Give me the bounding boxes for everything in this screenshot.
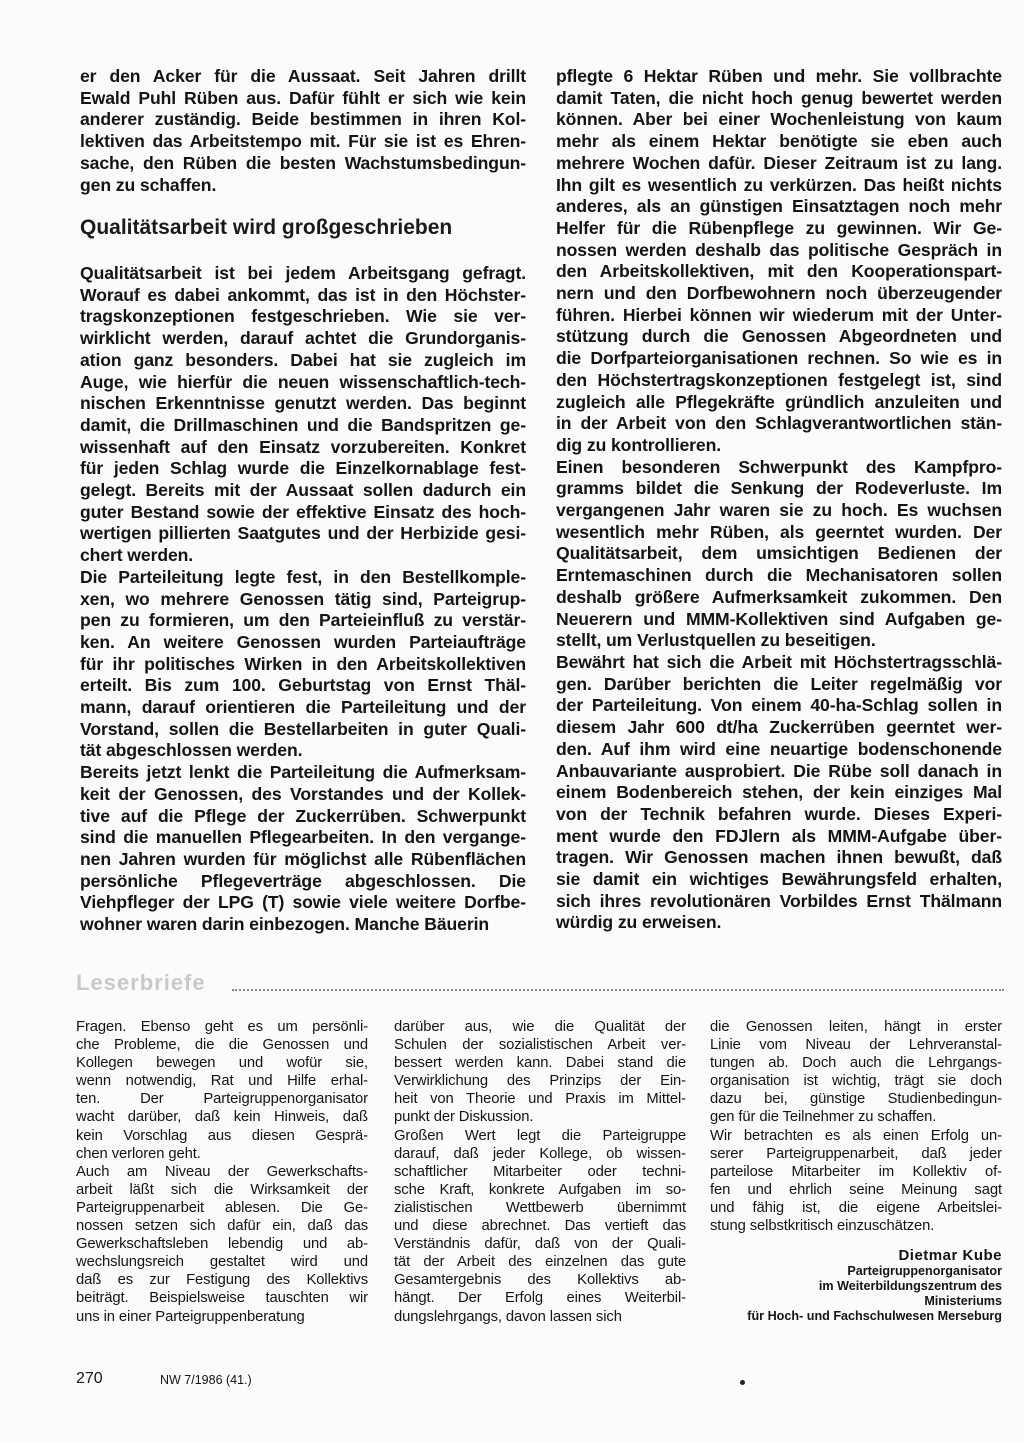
text-line: den Arbeitskollektiven, mit den Kooperationspart- xyxy=(556,261,1002,282)
text-line: Ewald Puhl Rüben aus. Dafür fühlt er sich wie kein xyxy=(80,87,526,108)
text-line: tive auf die Pflege der Zuckerrüben. Schwerpunkt xyxy=(80,805,526,826)
text-line: ten. Der Parteigruppenorganisator xyxy=(76,1091,368,1108)
text-line: wirklicht werden, darauf achtet die Grundorganis- xyxy=(80,328,526,349)
text-line: damit Taten, die nicht hoch genug bewertet werden xyxy=(556,87,1002,108)
lower-column-3 xyxy=(710,1018,1002,1324)
text-line: Wir betrachten es als einen Erfolg un- xyxy=(710,1127,1002,1144)
text-line: sache, den Rüben die besten Wachstumsbedingun- xyxy=(80,152,526,173)
text-line: gen zu schaffen. xyxy=(80,174,217,195)
section-label: Leserbriefe xyxy=(76,970,206,995)
text-line: wertigen pillierten Saatgutes und der Herbizide gesi- xyxy=(80,523,526,544)
text-line: che Probleme, die die Genossen und xyxy=(76,1037,368,1054)
text-line: gen. Darüber berichten die Leiter regelmäßig vor xyxy=(556,673,1002,694)
text-line: uns in einer Parteigruppenberatung xyxy=(76,1308,305,1325)
text-line: nossen werden deshalb das politische Gespräch in xyxy=(556,239,1002,260)
text-line: pen zu formieren, um den Parteieinfluß zu verstär- xyxy=(80,610,526,631)
text-line: Neuerern und MMM-Kollektiven sind Aufgaben ge- xyxy=(556,608,1002,629)
text-line: gelegt. Bereits mit der Aussaat sollen dadurch ein xyxy=(80,480,526,501)
author-name: Dietmar Kube xyxy=(898,1247,1002,1265)
text-line: darauf, daß jeder Kollege, ob wissen- xyxy=(394,1145,686,1162)
lower-column-2 xyxy=(394,1018,686,1326)
text-line: anderes, als an günstigen Einsatztagen noch mehr xyxy=(556,196,1002,217)
text-line: mehr als einem Hektar benötigte sie eben auch xyxy=(556,131,1002,152)
text-line: chert werden. xyxy=(80,545,194,566)
page-number: 270 xyxy=(76,1370,103,1387)
text-line: serer Parteigruppenarbeit, daß jeder xyxy=(710,1145,1002,1162)
text-line: darüber aus, wie die Qualität der xyxy=(394,1019,686,1035)
lower-column-1-text xyxy=(76,1018,368,1326)
text-line: sche Kraft, konkrete Aufgaben im so- xyxy=(394,1181,686,1198)
text-line: für jeden Schlag wurde die Einzelkornablage fest- xyxy=(80,458,526,479)
text-line: für ihr politisches Wirken in den Arbeitskollektiven xyxy=(80,653,526,674)
text-line: gen für die Teilnehmer zu schaffen. xyxy=(710,1109,937,1126)
author-role-line: für Hoch- und Fachschulwesen Merseburg xyxy=(747,1309,1002,1324)
text-line: mehrere Wochen dafür. Dieser Zeitraum ist zu lang. xyxy=(556,152,1002,173)
upper-left-top-text xyxy=(80,66,526,196)
text-line: dig zu kontrollieren. xyxy=(556,434,722,455)
text-line: Schulen der sozialistischen Arbeit ver- xyxy=(394,1037,686,1054)
text-line: gramms bildet die Senkung der Rodeverluste. Im xyxy=(556,478,1002,499)
section-divider xyxy=(232,989,1004,991)
text-line: würdig zu erweisen. xyxy=(556,912,722,933)
text-line: wechslungsreich gestaltet wird und xyxy=(76,1254,368,1271)
text-line: Einen besonderen Schwerpunkt des Kampfpro- xyxy=(556,456,1002,477)
text-line: Gesamtergebnis des Kollektivs ab- xyxy=(394,1272,686,1289)
text-line: arbeit läßt sich die Wirksamkeit der xyxy=(76,1181,368,1198)
text-line: in der Arbeit von den Schlagverantwortlichen stän- xyxy=(556,413,1002,434)
text-line: wesentlich mehr Rüben, als geerntet wurden. Der xyxy=(556,521,1002,542)
text-line: keit der Genossen, des Vorstandes und der Kollek- xyxy=(80,783,526,804)
lower-column-1 xyxy=(76,1018,368,1326)
text-line: lektiven das Arbeitstempo mit. Für sie ist es Ehren- xyxy=(80,131,526,152)
text-line: den Höchstertragskonzeptionen festgelegt ist, sind xyxy=(556,369,1002,390)
text-line: damit, die Drillmaschinen und die Bandspritzen ge- xyxy=(80,414,526,435)
upper-right-text xyxy=(556,66,1002,934)
text-line: den. Auf ihm wird eine neuartige bodenschonende xyxy=(556,738,1002,759)
upper-right-column xyxy=(556,66,1002,934)
text-line: zugleich alle Pflegekräfte gründlich anzuleiten und xyxy=(556,391,1002,412)
text-line: ment wurde den FDJlern als MMM-Aufgabe über- xyxy=(556,825,1002,846)
text-line: Viehpfleger der LPG (T) sowie viele weitere Dorfbe- xyxy=(80,892,526,913)
author-role-line: Parteigruppenorganisator xyxy=(847,1264,1002,1279)
text-line: Verwirklichung des Prinzips der Ein- xyxy=(394,1073,686,1090)
text-line: hängt. Der Erfolg eines Weiterbil- xyxy=(394,1290,686,1307)
text-line: chen verloren geht. xyxy=(76,1145,201,1162)
text-line: sind die manuellen Pflegearbeiten. In den vergange- xyxy=(80,827,526,848)
text-line: stützung durch die Genossen Abgeordneten und xyxy=(556,326,1002,347)
text-line: sie damit ein wichtiges Bewährungsfeld erhalten, xyxy=(556,869,1002,890)
text-line: wissenhaft auf den Einsatz vorzubereiten. Konkret xyxy=(80,436,526,457)
text-line: Kollegen bewegen und wofür sie, xyxy=(76,1055,368,1072)
text-line: erteilt. Bis zum 100. Geburtstag von Ernst Thäl- xyxy=(80,675,526,696)
text-line: Fragen. Ebenso geht es um persönli- xyxy=(76,1019,368,1035)
text-line: er den Acker für die Aussaat. Seit Jahren drillt xyxy=(80,66,526,86)
text-line: wenn notwendig, Rat und Hilfe erhal- xyxy=(76,1073,368,1090)
lower-column-2-text xyxy=(394,1018,686,1326)
text-line: stung selbstkritisch einzuschätzen. xyxy=(710,1218,935,1235)
text-line: ation ganz besonders. Dabei hat sie zugleich im xyxy=(80,349,526,370)
text-line: pflegte 6 Hektar Rüben und mehr. Sie vollbrachte xyxy=(556,66,1002,86)
text-line: Erntemaschinen durch die Mechanisatoren sollen xyxy=(556,565,1002,586)
text-line: können. Aber bei einer Wochenleistung von kaum xyxy=(556,109,1002,130)
upper-left-top-column xyxy=(80,66,526,196)
text-line: nischen Erkenntnisse genutzt werden. Das beginnt xyxy=(80,393,526,414)
text-line: schaftlicher Mitarbeiter oder techni- xyxy=(394,1163,686,1180)
text-line: Die Parteileitung legte fest, in den Bestellkomple- xyxy=(80,566,526,587)
upper-left-bottom-column xyxy=(80,263,526,936)
author-role-line: im Weiterbildungszentrum des xyxy=(818,1279,1002,1294)
text-line: Auch am Niveau der Gewerkschafts- xyxy=(76,1163,368,1180)
text-line: nern und den Dorfbewohnern noch überzeugender xyxy=(556,283,1002,304)
text-line: nen Jahren wurden für möglichst alle Rübenflächen xyxy=(80,848,526,869)
text-line: tät abgeschlossen werden. xyxy=(80,740,303,761)
text-line: dungslehrgangs, davon lassen sich xyxy=(394,1308,622,1325)
text-line: punkt der Diskussion. xyxy=(394,1109,534,1126)
text-line: Helfer für die Rübenpflege zu gewinnen. Wir Ge- xyxy=(556,217,1002,238)
text-line: Gewerkschaftsleben lebendig und ab- xyxy=(76,1236,368,1253)
text-line: Qualitätsarbeit, dem umsichtigen Bedienen der xyxy=(556,543,1002,564)
text-line: die Genossen leiten, hängt in erster xyxy=(710,1019,1002,1035)
text-line: organisation ist wichtig, trägt sie doch xyxy=(710,1073,1002,1090)
text-line: Parteigruppenarbeit ablesen. Die Ge- xyxy=(76,1199,368,1216)
text-line: stellt, um Verlustquellen zu beseitigen. xyxy=(556,630,876,651)
text-line: Vorstand, sollen die Bestellarbeiten in guter Quali- xyxy=(80,718,526,739)
text-line: und fähig ist, die eigene Arbeitslei- xyxy=(710,1199,1002,1216)
text-line: einem Bodenbereich stehen, der kein einziges Mal xyxy=(556,782,1002,803)
text-line: fen und ehrlich seine Meinung sagt xyxy=(710,1181,1002,1198)
text-line: sich ihres revolutionären Vorbildes Ernst Thälmann xyxy=(556,890,1002,911)
text-line: parteilose Mitarbeiter im Kollektiv of- xyxy=(710,1163,1002,1180)
text-line: diesem Jahr 600 dt/ha Zuckerrüben geerntet wer- xyxy=(556,717,1002,738)
text-line: Qualitätsarbeit ist bei jedem Arbeitsgang gefragt. xyxy=(80,263,526,283)
text-line: daß es zur Festigung des Kollektivs xyxy=(76,1272,368,1289)
issue-reference: NW 7/1986 (41.) xyxy=(160,1373,252,1387)
text-line: Ihn gilt es wesentlich zu verkürzen. Das heißt nichts xyxy=(556,174,1002,195)
text-line: der Parteileitung. Von einem 40-ha-Schlag sollen in xyxy=(556,695,1002,716)
text-line: guter Bestand sowie der effektive Einsatz des hoch- xyxy=(80,501,526,522)
text-line: anderer zuständig. Beide bestimmen in ihren Kol- xyxy=(80,109,526,130)
text-line: dazu bei, günstige Studienbedingun- xyxy=(710,1091,1002,1108)
lower-column-3-text xyxy=(710,1018,1002,1235)
text-line: Bereits jetzt lenkt die Parteileitung die Aufmerksam- xyxy=(80,762,526,783)
text-line: Worauf es dabei ankommt, das ist in den Höchster- xyxy=(80,284,526,305)
section-heading: Qualitätsarbeit wird großgeschrieben xyxy=(80,216,453,239)
text-line: Großen Wert legt die Parteigruppe xyxy=(394,1127,686,1144)
text-line: Linie vom Niveau der Lehrveranstal- xyxy=(710,1037,1002,1054)
text-line: zialistischen Wettbewerb übernimmt xyxy=(394,1199,686,1216)
text-line: tungen ab. Doch auch die Lehrgangs- xyxy=(710,1055,1002,1072)
text-line: vergangenen Jahr waren sie zu hoch. Es wuchsen xyxy=(556,500,1002,521)
text-line: deshalb größere Aufmerksamkeit zukommen. Den xyxy=(556,586,1002,607)
signature-block xyxy=(710,1247,1002,1324)
text-line: Auge, wie hierfür die neuen wissenschaftlich-tech- xyxy=(80,371,526,392)
text-line: mann, darauf orientieren die Parteileitung und der xyxy=(80,697,526,718)
text-line: xen, wo mehrere Genossen tätig sind, Parteigrup- xyxy=(80,588,526,609)
text-line: tät der Arbeit des einzelnen das gute xyxy=(394,1254,686,1271)
text-line: nossen setzen sich dafür ein, daß das xyxy=(76,1218,368,1235)
text-line: von der Technik befahren wurde. Dieses Experi- xyxy=(556,803,1002,824)
text-line: führen. Hierbei können wir wiederum mit der Unter- xyxy=(556,304,1002,325)
text-line: wohner waren darin einbezogen. Manche Bäuerin xyxy=(80,914,490,935)
text-line: tragskonzeptionen festgeschrieben. Wie sie ver- xyxy=(80,306,526,327)
text-line: bessert werden kann. Dabei stand die xyxy=(394,1055,686,1072)
text-line: Verständnis dafür, daß von der Quali- xyxy=(394,1236,686,1253)
text-line: Anbauvariante ausprobiert. Die Rübe soll danach in xyxy=(556,760,1002,781)
author-role-line: Ministeriums xyxy=(924,1294,1002,1309)
text-line: die Dorfparteiorganisationen rechnen. So wie es in xyxy=(556,348,1002,369)
text-line: heit von Theorie und Praxis im Mittel- xyxy=(394,1091,686,1108)
text-line: beiträgt. Beispielsweise tauschten wir xyxy=(76,1290,368,1307)
text-line: persönliche Pflegeverträge abgeschlossen. Die xyxy=(80,870,526,891)
text-line: wacht darüber, daß kein Hinweis, daß xyxy=(76,1109,368,1126)
text-line: und diese abrechnet. Das vertieft das xyxy=(394,1218,686,1235)
text-line: Bewährt hat sich die Arbeit mit Höchstertragsschlä- xyxy=(556,651,1002,672)
text-line: kein Vorschlag aus diesen Gesprä- xyxy=(76,1127,368,1144)
print-dot xyxy=(740,1380,745,1385)
text-line: ken. An weitere Genossen wurden Parteiaufträge xyxy=(80,631,526,652)
text-line: tragen. Wir Genossen machen ihnen bewußt, daß xyxy=(556,847,1002,868)
upper-left-bottom-text xyxy=(80,263,526,936)
